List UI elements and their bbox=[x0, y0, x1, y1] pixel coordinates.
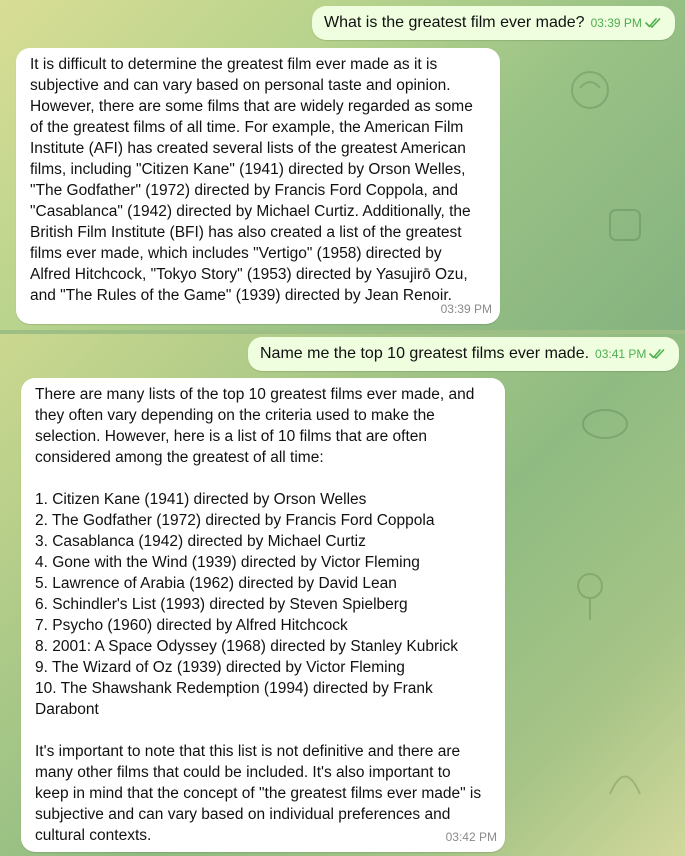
wallpaper-doodle-icon bbox=[560, 564, 620, 624]
message-bubble-incoming[interactable] bbox=[21, 378, 505, 852]
chat-panel-bottom bbox=[0, 334, 685, 856]
message-bubble-outgoing[interactable] bbox=[312, 6, 675, 40]
double-check-icon bbox=[649, 348, 667, 360]
wallpaper-doodle-icon bbox=[575, 394, 635, 454]
message-text: What is the greatest film ever made? bbox=[324, 14, 585, 31]
message-time: 03:39 PM bbox=[590, 16, 642, 30]
message-bubble-outgoing[interactable] bbox=[248, 337, 679, 371]
message-time: 03:39 PM bbox=[440, 302, 492, 316]
wallpaper-doodle-icon bbox=[560, 60, 620, 120]
double-check-icon bbox=[645, 17, 663, 29]
message-meta bbox=[591, 13, 663, 33]
message-text: It is difficult to determine the greatest film ever made as it is subjective and can vary based on personal taste and opinion. However, there are some films that are widely regarded as some of the greatest films of all time. For example, the American Film Institute (AFI) has created several lists of the greatest American films, including "Citizen Kane" (1941) directed by Orson Welles, "The Godfather" (1972) directed by Francis Ford Coppola, and "Casablanca" (1942) directed by Michael Curtiz. Additionally, the British Film Institute (BFI) has also created a list of the greatest films ever made, which includes "Vertigo" (1958) directed by Alfred Hitchcock, "Tokyo Story" (1953) directed by Yasujirō Ozu, and "The Rules of the Game" (1939) directed by Jean Renoir. bbox=[30, 56, 473, 304]
wallpaper-doodle-icon bbox=[600, 200, 650, 250]
wallpaper-doodle-icon bbox=[600, 754, 650, 804]
message-bubble-incoming[interactable] bbox=[16, 48, 500, 324]
message-meta bbox=[595, 344, 667, 364]
message-time: 03:42 PM bbox=[445, 830, 497, 844]
message-time: 03:41 PM bbox=[595, 347, 647, 361]
message-text: Name me the top 10 greatest films ever made. bbox=[260, 345, 590, 362]
chat-panel-top bbox=[0, 0, 685, 330]
message-text: There are many lists of the top 10 greatest films ever made, and they often vary depending on the criteria used to make the selection. However, here is a list of 10 films that are often considered among the greatest of all time: 1. Citizen Kane (1941) directed by Orson Welles 2. The Godfather (1972) directed by Francis Ford Coppola 3. Casablanca (1942) directed by Michael Curtiz 4. Gone with the Wind (1939) directed by Victor Fleming 5. Lawrence of Arabia (1962) directed by David Lean 6. Schindler's List (1993) directed by Steven Spielberg 7. Psycho (1960) directed by Alfred Hitchcock 8. 2001: A Space Odyssey (1968) directed by Stanley Kubrick 9. The Wizard of Oz (1939) directed by Victor Fleming 10. The Shawshank Redemption (1994) directed by Frank Darabont It's important to note that this list is not definitive and there are many other films that could be included. It's also important to keep in mind that the concept of "the greatest films ever made" is subjective and can vary based on individual preferences and cultural contexts. bbox=[35, 386, 482, 844]
